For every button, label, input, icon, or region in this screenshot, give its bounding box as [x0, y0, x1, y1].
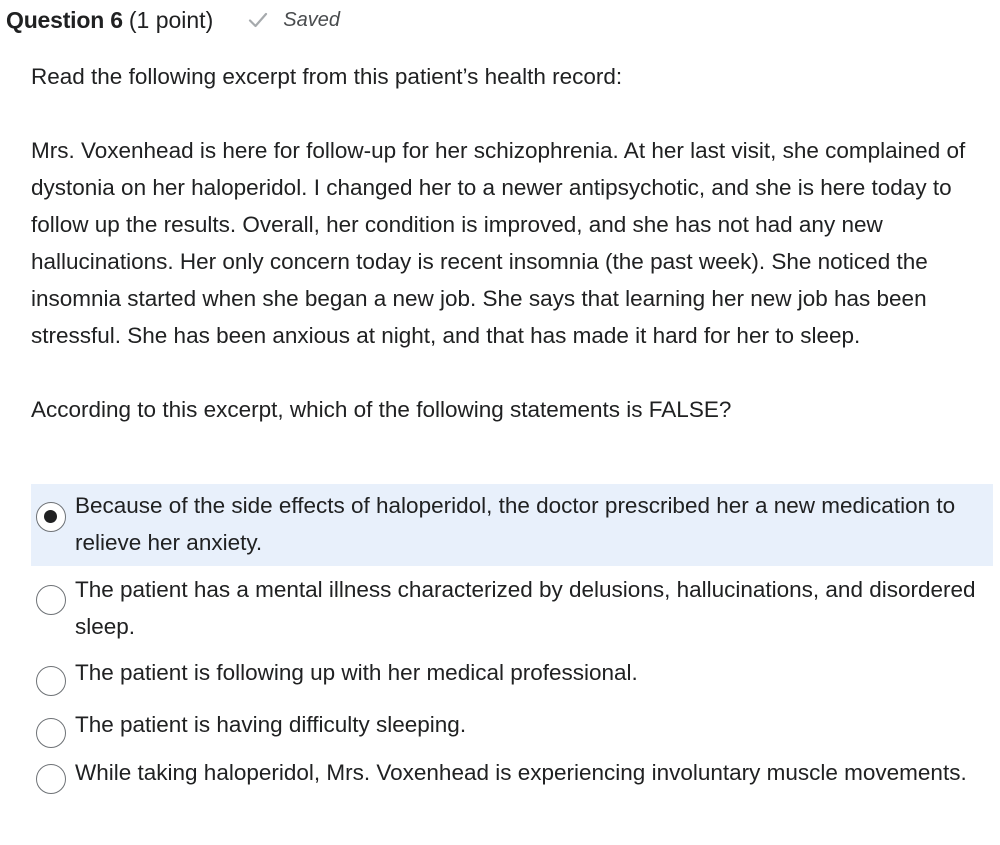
prompt-intro: Read the following excerpt from this patient’s health record: [31, 64, 623, 89]
answer-option-label: Because of the side effects of haloperidol, the doctor prescribed her a new medication to relieve her anxiety. [75, 493, 956, 555]
answer-option-label: The patient is having difficulty sleeping. [75, 712, 467, 737]
answer-option-4[interactable] [31, 706, 993, 754]
question-stem: According to this excerpt, which of the following statements is FALSE? [31, 397, 732, 422]
health-record-excerpt: Mrs. Voxenhead is here for follow-up for her schizophrenia. At her last visit, she complained of dystonia on her haloperidol. I changed her to a newer antipsychotic, and she is here today to follow up the results. Overall, her condition is improved, and she has not had any new hallucinations. Her only concern today is recent insomnia (the past week). She noticed the insomnia started when she began a new job. She says that learning her new job has been stressful. She has been anxious at night, and that has made it hard for her to sleep. [31, 138, 966, 348]
radio-button[interactable] [36, 666, 66, 696]
answer-option-label: The patient is following up with her medical professional. [75, 660, 638, 685]
checkmark-icon [247, 9, 269, 31]
question-header [6, 3, 340, 37]
radio-button[interactable] [36, 585, 66, 615]
radio-button-selected[interactable] [36, 502, 66, 532]
answer-options [31, 484, 993, 834]
question-title: Question 6 [6, 6, 123, 33]
answer-option-3[interactable] [31, 654, 993, 706]
answer-option-1[interactable] [31, 484, 993, 566]
answer-option-2[interactable] [31, 571, 993, 651]
answer-option-label: While taking haloperidol, Mrs. Voxenhead is experiencing involuntary muscle movements. [75, 760, 967, 785]
saved-label: Saved [283, 8, 340, 31]
answer-option-label: The patient has a mental illness characterized by delusions, hallucinations, and disordered sleep. [75, 577, 976, 639]
saved-status [247, 9, 340, 32]
answer-option-5[interactable] [31, 754, 993, 834]
question-prompt [31, 58, 991, 428]
question-points: (1 point) [128, 6, 214, 33]
radio-button[interactable] [36, 764, 66, 794]
radio-button[interactable] [36, 718, 66, 748]
